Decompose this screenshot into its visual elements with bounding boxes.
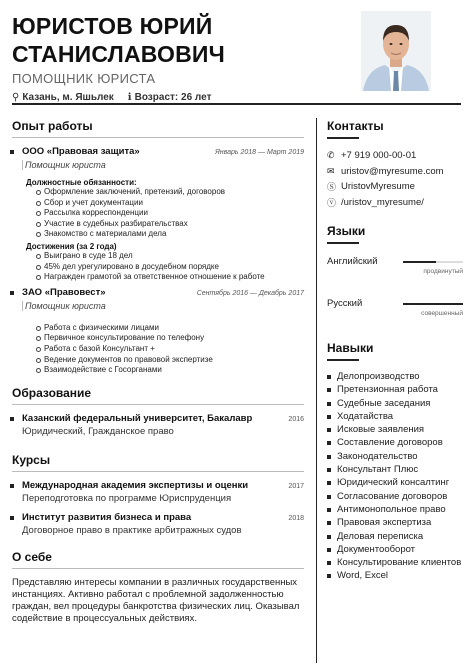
contact-phone	[327, 148, 463, 164]
square-bullet-icon	[10, 150, 14, 154]
skill-item: Консультант Плюс	[327, 463, 463, 476]
language-name: Русский	[327, 298, 363, 309]
language-level-bar	[403, 261, 463, 263]
job-head	[22, 146, 304, 157]
education-title: Образование	[12, 386, 304, 405]
job-role: Помощник юриста	[22, 301, 304, 311]
education-title-text: Казанский федеральный университет, Бакалавр	[22, 412, 253, 424]
skill-item: Консультирование клиентов	[327, 556, 463, 569]
personal-meta	[12, 92, 342, 103]
achievements-list	[36, 251, 304, 283]
column-divider	[316, 118, 317, 663]
list-item: Участие в судебных разбирательствах	[36, 219, 304, 230]
education-head	[22, 413, 304, 424]
left-column	[12, 119, 304, 625]
job-dates: Январь 2018 — Март 2019	[214, 149, 304, 156]
list-item: Взаимодействие с Госорганами	[36, 365, 304, 376]
location-pin-icon: ⚲	[12, 92, 20, 103]
duties-list	[36, 187, 304, 240]
skill-item: Исковые заявления	[327, 423, 463, 436]
age-text: Возраст: 26 лет	[134, 92, 212, 103]
education-desc: Юридический, Гражданское право	[22, 425, 174, 437]
list-item: Сбор и учет документации	[36, 198, 304, 209]
language-level: совершенный	[421, 310, 463, 317]
skill-item: Судебные заседания	[327, 397, 463, 410]
about-title: О себе	[12, 550, 304, 569]
job-dates: Сентябрь 2016 — Декабрь 2017	[196, 289, 304, 297]
list-item: Награжден грамотой за ответственное отношение к работе	[36, 272, 304, 283]
job-company: ООО «Правовая защита»	[22, 146, 140, 157]
skill-item: Антимонопольное право	[327, 503, 463, 516]
vk-icon: ⓥ	[327, 197, 337, 208]
age	[128, 92, 212, 103]
list-item: Ведение документов по правовой экспертизе	[36, 355, 304, 366]
skills-list	[327, 370, 463, 583]
language-level-fill	[403, 303, 463, 305]
portrait-image	[361, 11, 431, 91]
skill-item: Правовая экспертиза	[327, 516, 463, 529]
skill-item: Составление договоров	[327, 436, 463, 449]
experience-title: Опыт работы	[12, 119, 304, 138]
course-desc: Договорное право в практике арбитражных судов	[22, 524, 242, 536]
skill-item: Юридический консалтинг	[327, 476, 463, 489]
skill-item: Деловая переписка	[327, 530, 463, 543]
vk-text: /uristov_myresume/	[341, 196, 424, 208]
mail-icon: ✉	[327, 165, 335, 176]
course-year: 2017	[288, 482, 304, 490]
course-entry	[12, 512, 304, 536]
language-russian	[327, 295, 463, 337]
skype-icon: Ⓢ	[327, 182, 337, 193]
language-level: продвинутый	[423, 268, 463, 275]
square-bullet-icon	[10, 291, 14, 295]
list-item: Рассылка корреспонденции	[36, 208, 304, 219]
location	[12, 92, 114, 103]
about-text: Представляю интересы компании в различных государственных инстанциях. Активно работал с проблемной задолженностью граждан, вел процедуры банкротства физических лиц. Оказывал содействие в процессуальных действиях.	[12, 576, 300, 624]
skill-item: Документооборот	[327, 543, 463, 556]
contact-email	[327, 164, 463, 180]
courses-title: Курсы	[12, 453, 304, 472]
list-item: Работа с базой Консультант +	[36, 344, 304, 355]
resume-header	[12, 12, 342, 103]
profile-photo	[361, 11, 431, 91]
language-level-bar	[403, 303, 463, 305]
language-english	[327, 253, 463, 295]
skill-item: Word, Excel	[327, 569, 463, 582]
course-head	[22, 512, 304, 523]
list-item: Оформление заключений, претензий, договоров	[36, 187, 304, 198]
job-role: Помощник юриста	[22, 160, 304, 170]
list-item: 45% дел урегулировано в досудебном порядке	[36, 262, 304, 273]
square-bullet-icon	[10, 516, 14, 520]
full-name	[12, 12, 342, 68]
course-desc: Переподготовка по программе Юриспруденция	[22, 492, 232, 504]
duties-list	[36, 323, 304, 376]
course-entry	[12, 480, 304, 504]
job-position: ПОМОЩНИК ЮРИСТА	[12, 71, 156, 86]
phone-icon: ✆	[327, 150, 335, 161]
duties-title: Должностные обязанности:	[26, 178, 137, 187]
course-year: 2018	[288, 514, 304, 522]
right-column	[327, 119, 463, 583]
skill-item: Делопроизводство	[327, 370, 463, 383]
course-title: Институт развития бизнеса и права	[22, 511, 192, 523]
square-bullet-icon	[10, 417, 14, 421]
contacts-title: Контакты	[327, 119, 463, 142]
info-icon: ℹ	[127, 92, 132, 103]
job-entry	[12, 287, 304, 376]
list-item: Первичное консультирование по телефону	[36, 333, 304, 344]
skill-item: Согласование договоров	[327, 490, 463, 503]
square-bullet-icon	[10, 484, 14, 488]
skills-title: Навыки	[327, 341, 463, 364]
education-entry	[12, 413, 304, 437]
email-text: uristov@myresume.com	[341, 165, 444, 177]
contact-skype	[327, 179, 463, 195]
list-item: Выиграно в суде 18 дел	[36, 251, 304, 262]
job-company: ЗАО «Правовест»	[22, 286, 106, 298]
job-head	[22, 287, 304, 298]
language-level-fill	[403, 261, 436, 263]
list-item: Знакомство с материалами дела	[36, 229, 304, 240]
skill-item: Законодательство	[327, 450, 463, 463]
skype-text: UristovMyresume	[341, 181, 415, 193]
name-line-1: ЮРИСТОВ ЮРИЙ	[12, 13, 213, 39]
achievements-title: Достижения (за 2 года)	[26, 241, 117, 251]
course-title: Международная академия экспертизы и оценки	[22, 479, 249, 491]
skill-item: Претензионная работа	[327, 383, 463, 396]
location-text: Казань, м. Яшьлек	[22, 92, 114, 103]
language-name: Английский	[327, 256, 378, 267]
phone-text: +7 919 000-00-01	[341, 150, 417, 162]
course-head	[22, 480, 304, 491]
name-line-2: СТАНИСЛАВОВИЧ	[12, 41, 226, 67]
contact-vk	[327, 195, 463, 211]
header-divider	[12, 103, 461, 105]
education-year: 2016	[288, 415, 304, 423]
skill-item: Ходатайства	[327, 410, 463, 423]
list-item: Работа с физическими лицами	[36, 323, 304, 334]
languages-title: Языки	[327, 224, 463, 247]
job-entry	[12, 146, 304, 283]
